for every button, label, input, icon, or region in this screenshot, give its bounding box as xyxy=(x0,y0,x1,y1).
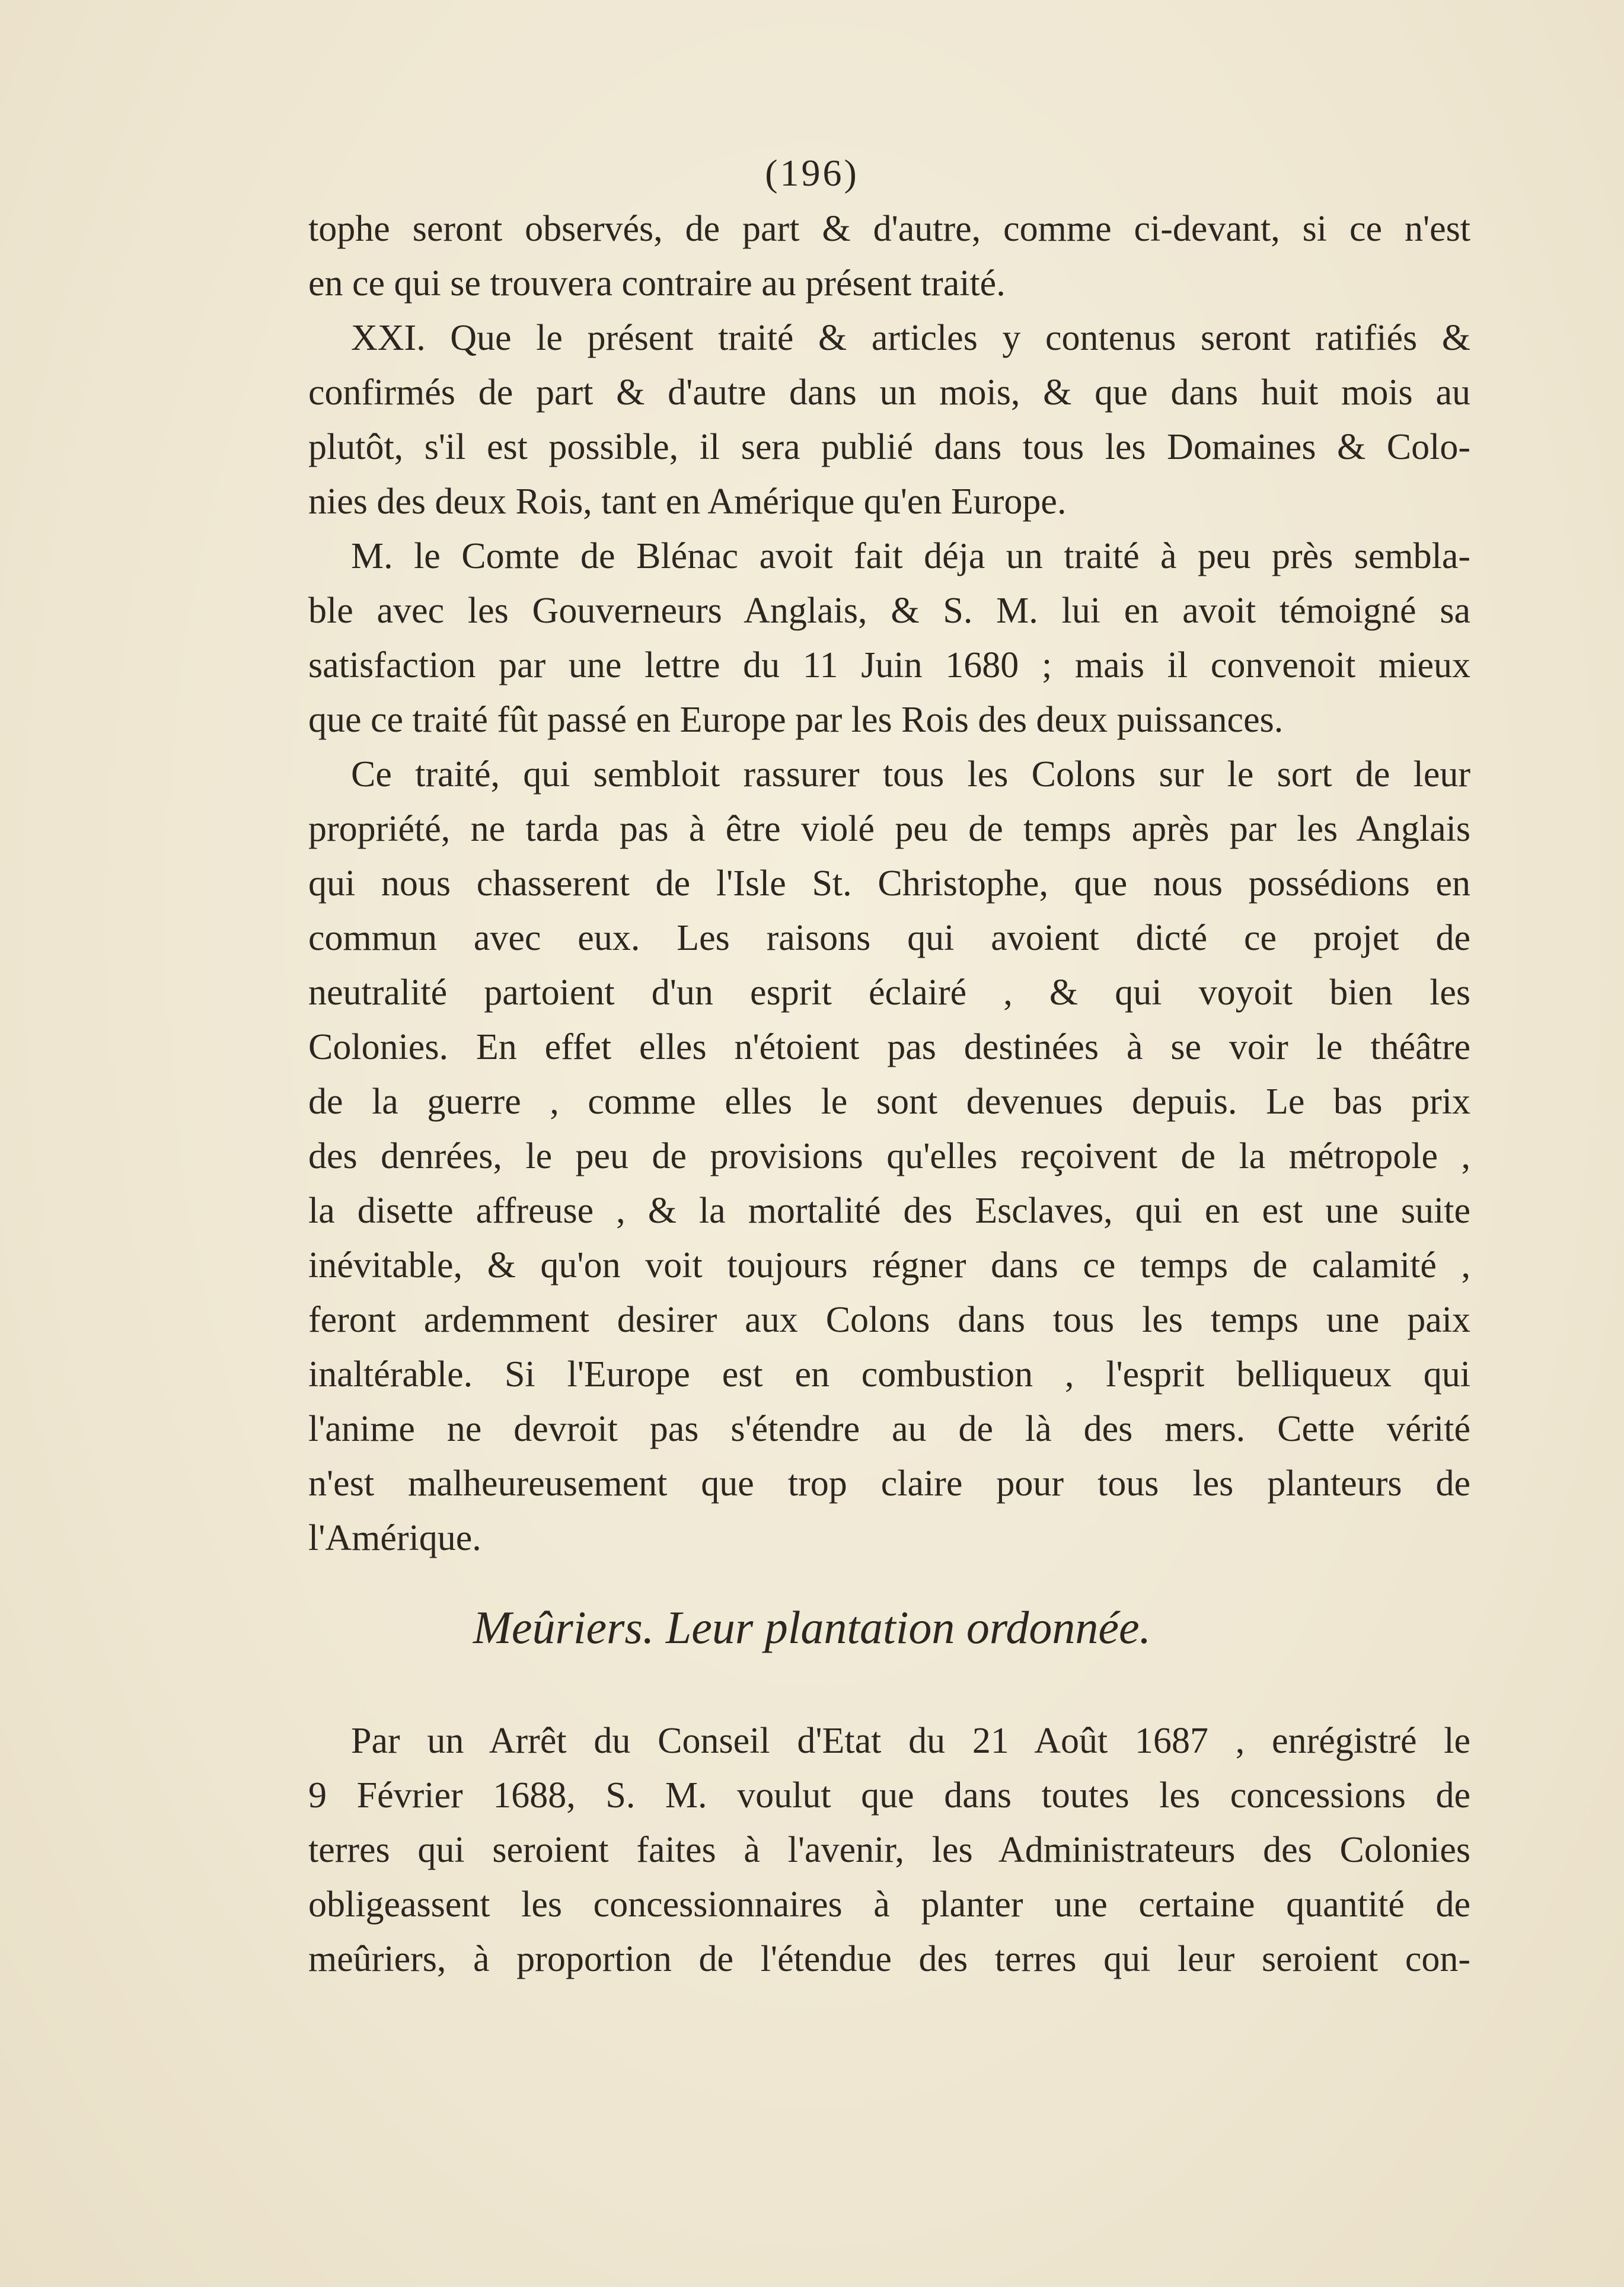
text-line: Colonies. En effet elles n'étoient pas destinées à se voir le théâtre xyxy=(308,1027,1470,1067)
main-text xyxy=(308,202,1470,1565)
text-line: la disette affreuse , & la mortalité des Esclaves, qui en est une suite xyxy=(308,1191,1470,1231)
text-line: nies des deux Rois, tant en Amérique qu'en Europe. xyxy=(308,481,1067,522)
text-line: ble avec les Gouverneurs Anglais, & S. M. lui en avoit témoigné sa xyxy=(308,591,1470,631)
section-heading: Meûriers. Leur plantation ordonnée. xyxy=(473,1602,1151,1653)
text-line: inaltérable. Si l'Europe est en combustion , l'esprit belliqueux qui xyxy=(308,1354,1470,1395)
text-line: plutôt, s'il est possible, il sera publié dans tous les Domaines & Colo- xyxy=(308,427,1470,467)
text-line: obligeassent les concessionnaires à planter une certaine quantité de xyxy=(308,1884,1470,1925)
text-line: commun avec eux. Les raisons qui avoient dicté ce projet de xyxy=(308,918,1470,958)
paragraph-1 xyxy=(308,202,1470,311)
text-line: terres qui seroient faites à l'avenir, les Administrateurs des Colonies xyxy=(308,1830,1470,1870)
text-line: de la guerre , comme elles le sont devenues depuis. Le bas prix xyxy=(308,1082,1470,1122)
text-line: M. le Comte de Blénac avoit fait déja un traité à peu près sembla- xyxy=(351,536,1470,576)
text-line: n'est malheureusement que trop claire pour tous les planteurs de xyxy=(308,1463,1470,1504)
text-line: 9 Février 1688, S. M. voulut que dans toutes les concessions de xyxy=(308,1775,1470,1816)
text-line: qui nous chasserent de l'Isle St. Christophe, que nous possédions en xyxy=(308,863,1470,904)
paragraph-2 xyxy=(308,311,1470,529)
text-line: Ce traité, qui sembloit rassurer tous les Colons sur le sort de leur xyxy=(351,754,1470,795)
paragraph-4 xyxy=(308,747,1470,1565)
text-line: confirmés de part & d'autre dans un mois, & que dans huit mois au xyxy=(308,372,1470,413)
text-line: propriété, ne tarda pas à être violé peu de temps après par les Anglais xyxy=(308,809,1470,849)
paragraph-3 xyxy=(308,529,1470,747)
text-line: des denrées, le peu de provisions qu'elles reçoivent de la métropole , xyxy=(308,1136,1470,1176)
text-line: meûriers, à proportion de l'étendue des terres qui leur seroient con- xyxy=(308,1939,1470,1979)
text-line: en ce qui se trouvera contraire au présent traité. xyxy=(308,263,1006,304)
text-line: l'anime ne devroit pas s'étendre au de là des mers. Cette vérité xyxy=(308,1409,1470,1449)
text-line: feront ardemment desirer aux Colons dans tous les temps une paix xyxy=(308,1300,1470,1340)
text-line: neutralité partoient d'un esprit éclairé , & qui voyoit bien les xyxy=(308,972,1470,1013)
text-line: Par un Arrêt du Conseil d'Etat du 21 Août 1687 , enrégistré le xyxy=(351,1721,1470,1761)
page-number: (196) xyxy=(765,152,859,194)
text-line: inévitable, & qu'on voit toujours régner dans ce temps de calamité , xyxy=(308,1245,1470,1286)
text-line: XXI. Que le présent traité & articles y contenus seront ratifiés & xyxy=(351,318,1470,358)
text-line: l'Amérique. xyxy=(308,1518,481,1558)
text-line: tophe seront observés, de part & d'autre, comme ci-devant, si ce n'est xyxy=(308,209,1470,249)
text-line: que ce traité fût passé en Europe par les Rois des deux puissances. xyxy=(308,700,1284,740)
text-line: satisfaction par une lettre du 11 Juin 1680 ; mais il convenoit mieux xyxy=(308,645,1470,685)
section-text xyxy=(308,1714,1470,1986)
paragraph-5 xyxy=(308,1714,1470,1986)
